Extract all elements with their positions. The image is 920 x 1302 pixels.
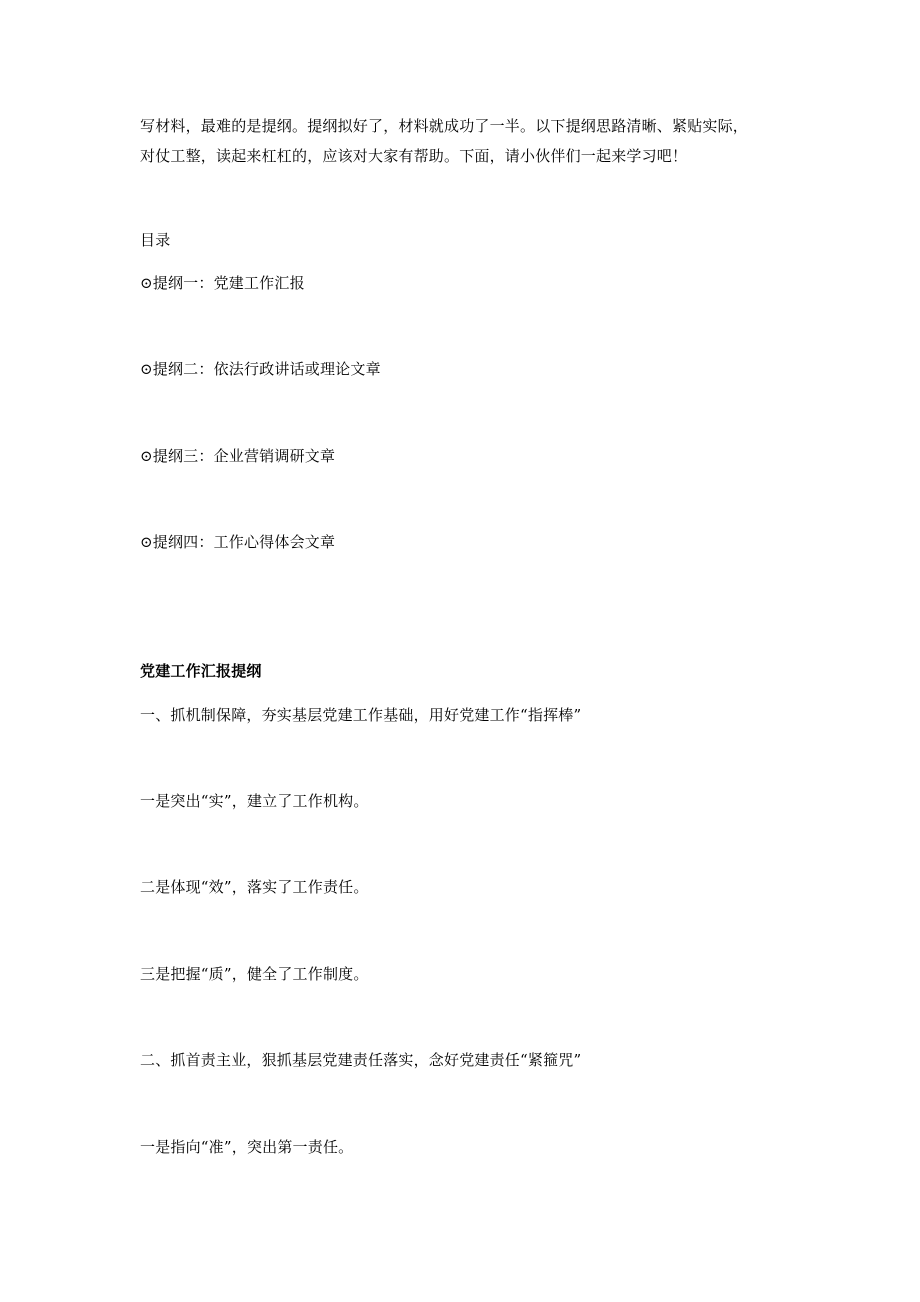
paragraph-1: 一、抓机制保障，夯实基层党建工作基础，用好党建工作“指挥棒” — [140, 706, 582, 724]
paragraph-6: 一是指向“准”，突出第一责任。 — [140, 1138, 354, 1156]
section-heading: 党建工作汇报提纲 — [140, 662, 262, 680]
toc-item-4: ⊙提纲四：工作心得体会文章 — [140, 533, 336, 551]
intro-line-1: 写材料，最难的是提纲。提纲拟好了，材料就成功了一半。以下提纲思路清晰、紧贴实际， — [140, 117, 749, 135]
paragraph-4: 三是把握“质”，健全了工作制度。 — [140, 965, 369, 983]
toc-title: 目录 — [140, 231, 171, 249]
intro-line-2: 对仗工整，读起来杠杠的，应该对大家有帮助。下面，请小伙伴们一起来学习吧！ — [140, 147, 688, 165]
paragraph-3: 二是体现“效”，落实了工作责任。 — [140, 878, 369, 896]
toc-item-3: ⊙提纲三：企业营销调研文章 — [140, 447, 336, 465]
paragraph-2: 一是突出“实”，建立了工作机构。 — [140, 792, 369, 810]
toc-item-2: ⊙提纲二：依法行政讲话或理论文章 — [140, 360, 381, 378]
paragraph-5: 二、抓首责主业，狠抓基层党建责任落实，念好党建责任“紧箍咒” — [140, 1051, 582, 1069]
toc-item-1: ⊙提纲一：党建工作汇报 — [140, 274, 305, 292]
